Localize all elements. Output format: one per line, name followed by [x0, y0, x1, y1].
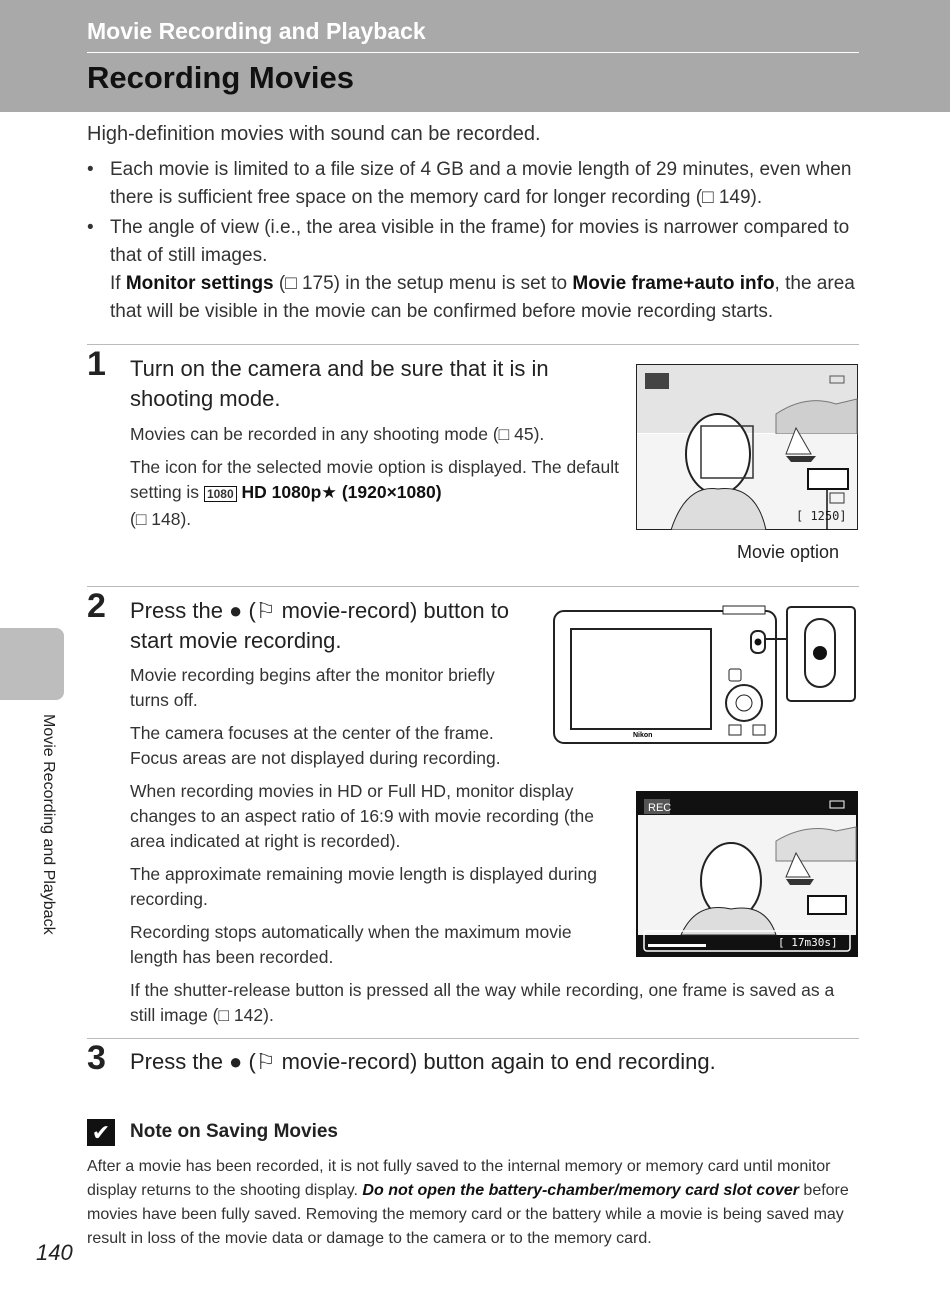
note-text: before movies have been fully saved. Removing the memory card or the battery while a movie is being saved may result in loss of the movie data or damage to the camera or to the memory card. [87, 1182, 849, 1247]
step-number: 1 [87, 345, 106, 383]
monitor-settings-term: Monitor settings [125, 273, 274, 294]
step-divider [87, 344, 859, 345]
camera-brand: Nikon [633, 732, 653, 739]
bullet-text-mid: (□ 175) in the setup menu is set to [273, 273, 573, 294]
step-title: Press the ● (⚐ movie-record) button to start movie recording. [130, 598, 510, 653]
side-chapter-label: Movie Recording and Playback [40, 714, 57, 935]
section-title: Movie Recording and Playback [87, 18, 426, 44]
bullet-item [87, 156, 862, 212]
step-paragraph: Movie recording begins after the monitor briefly turns off. [130, 665, 495, 710]
step-body [130, 422, 620, 532]
step-paragraph: Recording stops automatically when the maximum movie length has been recorded. [130, 922, 572, 967]
step-paragraph: When recording movies in HD or Full HD, monitor display changes to an aspect ratio of 16:9 with movie recording (the area indicated at right is recorded). [130, 781, 595, 851]
step-number: 2 [87, 587, 106, 625]
header-divider [87, 52, 859, 53]
note-body [87, 1155, 862, 1251]
shooting-screen-illustration [636, 364, 858, 530]
step-paragraph: The approximate remaining movie length is displayed during recording. [130, 864, 597, 909]
bullet-text: Each movie is limited to a file size of 4 GB and a movie length of 29 minutes, even when there is sufficient free space on the memory card for longer recording (□ 149). [110, 159, 852, 208]
note-text: After a movie has been recorded, it is not fully saved to the internal memory or memory card until monitor display returns to the shooting display. [87, 1158, 831, 1199]
step-divider [87, 1038, 859, 1039]
bullet-list [87, 156, 862, 328]
remaining-time: [ 17m30s] [778, 936, 838, 949]
bullet-text-end: , the area that will be visible in the movie can be confirmed before movie recording starts. [110, 273, 855, 322]
step-paragraph [130, 455, 620, 532]
movie-option-icon: 1080 [204, 486, 237, 502]
step-divider [87, 586, 859, 587]
recording-screen-illustration [636, 791, 858, 957]
step-title: Press the ● (⚐ movie-record) button again to end recording. [130, 1049, 716, 1074]
page-number: 140 [36, 1240, 73, 1265]
bullet-item [87, 214, 862, 326]
step-title: Turn on the camera and be sure that it is in shooting mode. [130, 356, 549, 411]
bullet-dot: • [87, 159, 94, 180]
default-option-value: HD 1080p★ (1920×1080) [241, 482, 442, 502]
bullet-text: The angle of view (i.e., the area visible in the frame) for movies is narrower compared to that of still images. [110, 217, 850, 266]
step-paragraph: The camera focuses at the center of the frame. Focus areas are not displayed during recording. [130, 723, 501, 768]
movie-frame-term: Movie frame+auto info [572, 273, 775, 294]
page-title: Recording Movies [87, 60, 354, 95]
step-paragraph: If the shutter-release button is pressed all the way while recording, one frame is saved as a still image (□ 142). [130, 980, 835, 1025]
step-paragraph: Movies can be recorded in any shooting mode (□ 45). [130, 424, 545, 444]
shots-remaining: [ 1250] [796, 509, 847, 523]
movie-option-callout: Movie option [737, 542, 840, 562]
chapter-tab [0, 628, 64, 700]
checkmark-icon: ✔ [87, 1119, 115, 1146]
default-setting-text: The icon for the selected movie option is displayed. The default setting is [130, 457, 619, 502]
step-number: 3 [87, 1039, 106, 1077]
rec-indicator: REC [648, 802, 672, 814]
camera-back-illustration [553, 605, 858, 745]
reference-text: (□ 148). [130, 509, 192, 529]
intro-text: High-definition movies with sound can be recorded. [87, 123, 541, 145]
note-title: Note on Saving Movies [130, 1121, 338, 1142]
bullet-dot: • [87, 217, 94, 238]
bullet-text-if: If [110, 273, 126, 294]
note-warning: Do not open the battery-chamber/memory card slot cover [362, 1182, 799, 1199]
